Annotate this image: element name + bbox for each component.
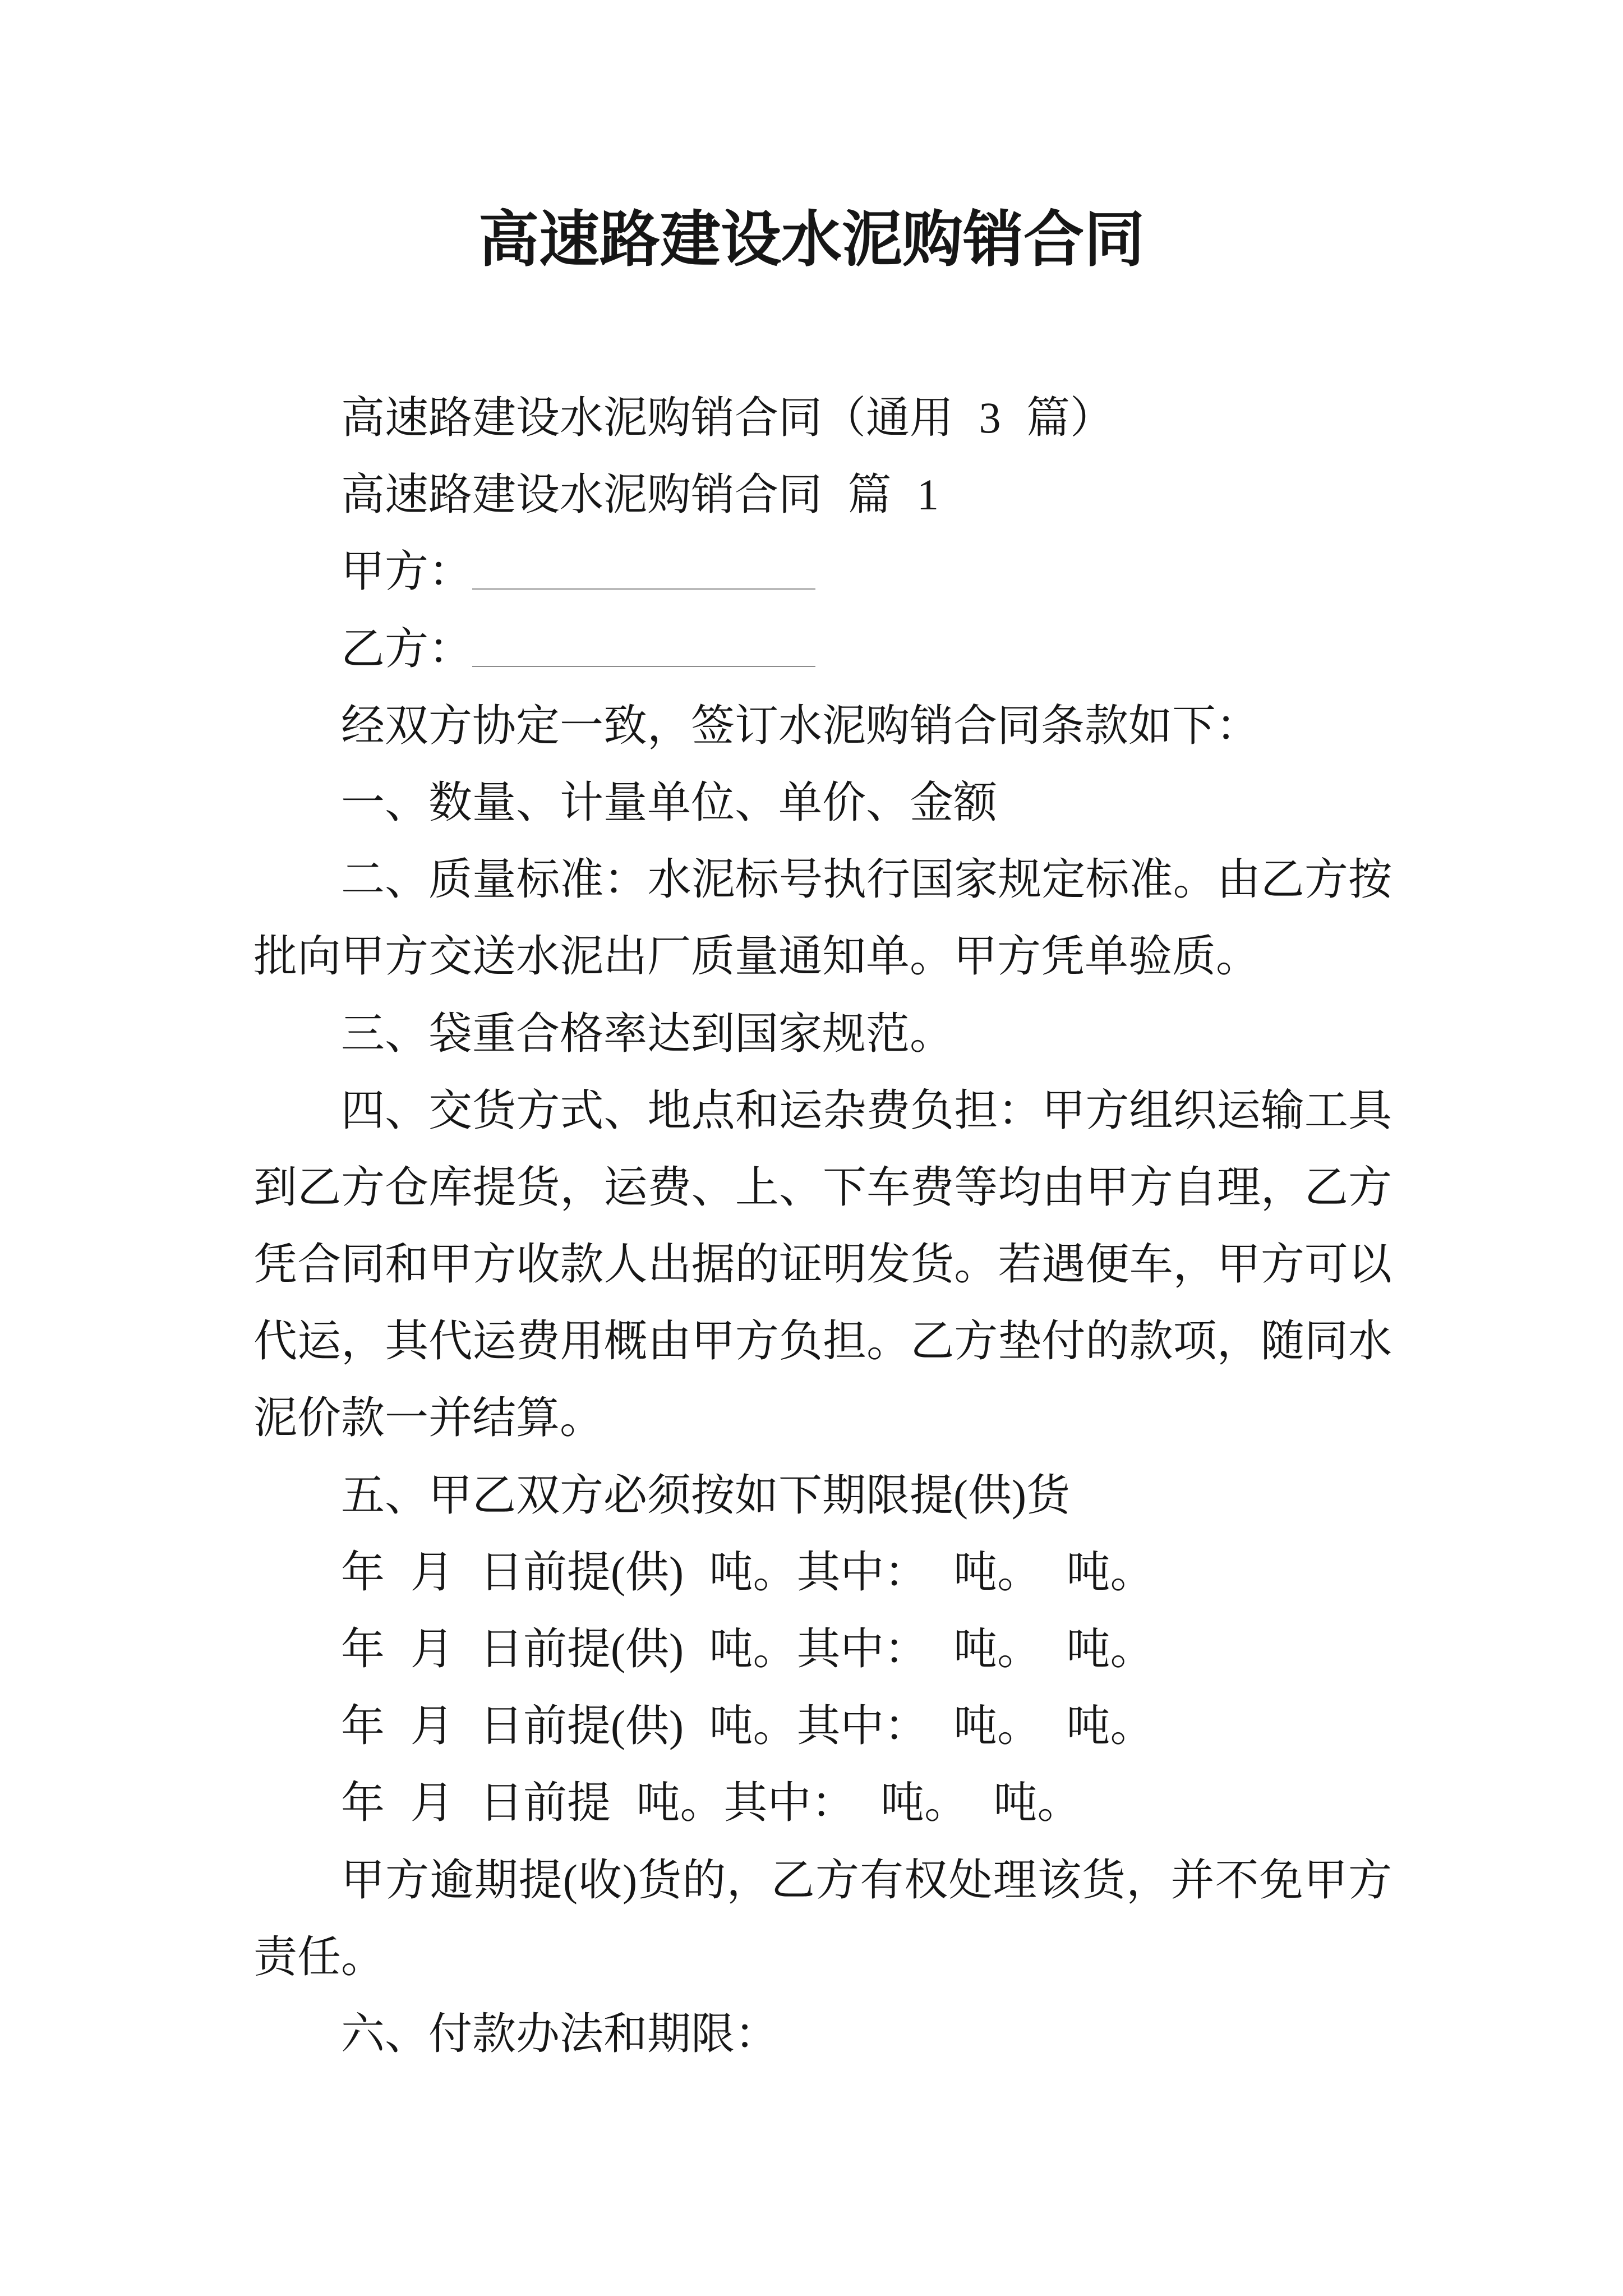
text-line: 批向甲方交送水泥出厂质量通知单。甲方凭单验质。 [253,932,1260,981]
text-line: 五、甲乙双方必须按如下期限提(供)货 [341,1470,1070,1520]
clause-3-bag-weight [253,995,1392,1072]
party-b-blank-line [472,631,815,666]
text-line: 年 月 日前提(供) 吨。其中： 吨。 吨。 [341,1701,1154,1751]
party-a-label: 甲方： [341,547,473,596]
schedule-row [253,1611,1392,1687]
document-body [253,379,1392,2072]
text-line: 凭合同和甲方收款人出据的证明发货。若遇便车，甲方可以 [253,1240,1392,1289]
text-line: 三、袋重合格率达到国家规范。 [341,1009,954,1058]
party-a-blank-line [472,554,815,590]
text-line: 甲方逾期提(收)货的，乙方有权处理该货，并不免甲方 [341,1855,1392,1904]
text-line: 到乙方仓库提货，运费、上、下车费等均由甲方自理，乙方 [253,1162,1392,1212]
text-line: 一、数量、计量单位、单价、金额 [341,777,998,827]
text-line: 年 月 日前提(供) 吨。其中： 吨。 吨。 [341,1547,1154,1596]
clause-6-payment [253,1995,1392,2072]
text-line: 年 月 日前提 吨。其中： 吨。 吨。 [341,1778,1081,1828]
text-line: 泥价款一并结算。 [253,1393,604,1443]
schedule-row [253,1534,1392,1611]
part-title: 高速路建设水泥购销合同 篇 1 [341,470,939,519]
party-b-label: 乙方： [341,624,473,673]
schedule-row [253,1687,1392,1764]
text-line: 代运，其代运费用概由甲方负担。乙方垫付的款项，随同水 [253,1317,1392,1366]
text-line: 经双方协定一致，签订水泥购销合同条款如下： [341,701,1260,750]
text-line: 二、质量标准：水泥标号执行国家规定标准。由乙方按 [341,855,1392,904]
late-pickup-paragraph [253,1842,1392,1995]
clause-1-quantity [253,764,1392,841]
intro-paragraph [253,687,1392,764]
text-line: 六、付款办法和期限： [341,2009,779,2058]
party-a-field [253,533,1392,610]
collection-title: 高速路建设水泥购销合同（通用 3 篇） [341,393,1114,442]
schedule-row [253,1764,1392,1841]
text-line: 四、交货方式、地点和运杂费负担：甲方组织运输工具 [341,1085,1392,1135]
clause-4-delivery [253,1072,1392,1457]
document-title: 高速路建设水泥购销合同 [478,207,1145,274]
text-line: 年 月 日前提(供) 吨。其中： 吨。 吨。 [341,1625,1154,1673]
clause-2-quality [253,841,1392,995]
clause-5-schedule [253,1457,1392,1534]
text-line: 责任。 [253,1932,385,1981]
party-b-field [253,610,1392,687]
